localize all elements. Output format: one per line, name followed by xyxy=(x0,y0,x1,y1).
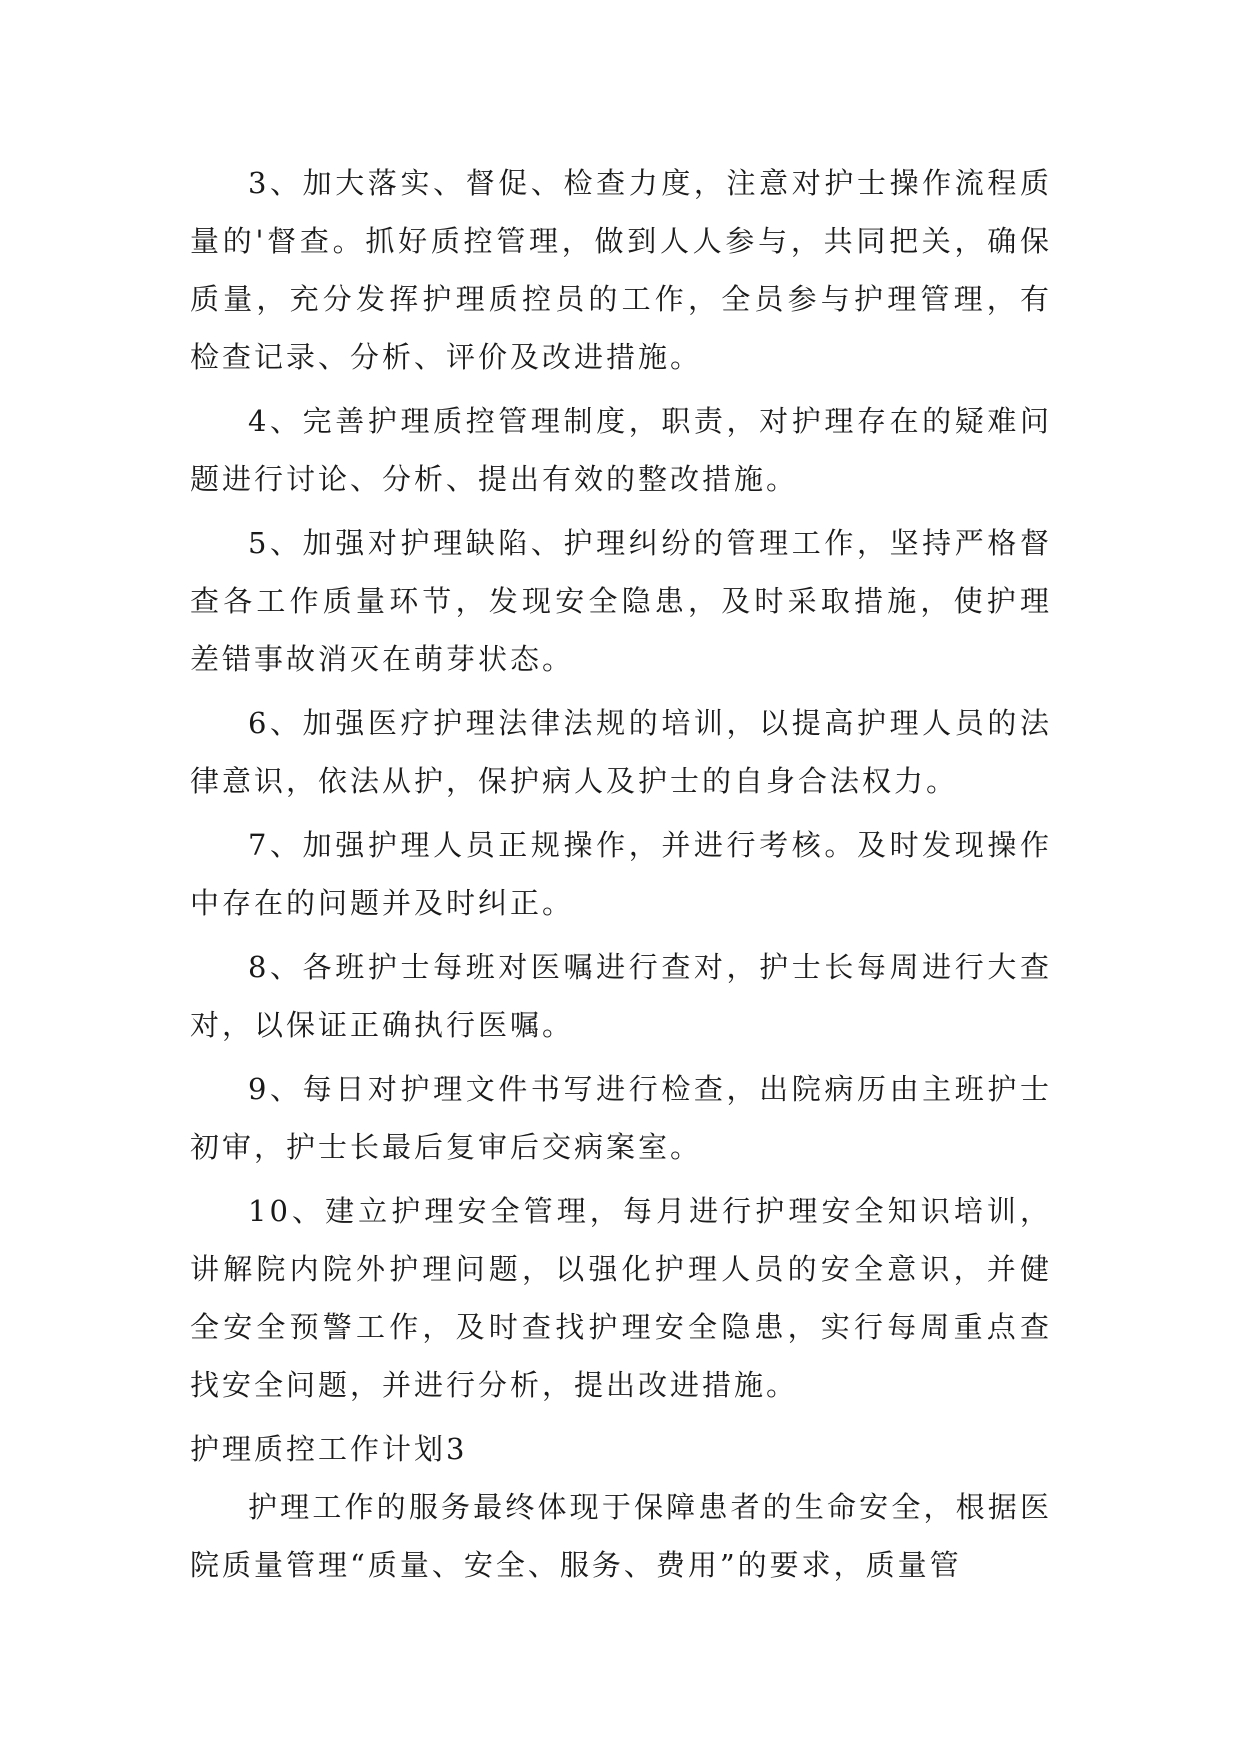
paragraph-item-10: 10、建立护理安全管理，每月进行护理安全知识培训，讲解院内院外护理问题，以强化护理人员的安全意识，并健全安全预警工作，及时查找护理安全隐患，实行每周重点查找安全问题，并进行分析，提出改进措施。 xyxy=(190,1194,1052,1402)
paragraph-item-7: 7、加强护理人员正规操作，并进行考核。及时发现操作中存在的问题并及时纠正。 xyxy=(190,828,1052,920)
paragraph-item-3: 3、加大落实、督促、检查力度，注意对护士操作流程质量的'督查。抓好质控管理，做到人人参与，共同把关，确保质量，充分发挥护理质控员的工作，全员参与护理管理，有检查记录、分析、评价及改进措施。 xyxy=(190,166,1052,374)
paragraph-item-9: 9、每日对护理文件书写进行检查，出院病历由主班护士初审，护士长最后复审后交病案室。 xyxy=(190,1072,1052,1164)
document-body xyxy=(190,154,1052,1600)
paragraph-intro: 护理工作的服务最终体现于保障患者的生命安全，根据医院质量管理“质量、安全、服务、费用”的要求，质量管 xyxy=(190,1490,1052,1582)
paragraph-item-4: 4、完善护理质控管理制度，职责，对护理存在的疑难问题进行讨论、分析、提出有效的整改措施。 xyxy=(190,404,1052,496)
paragraph-item-6: 6、加强医疗护理法律法规的培训，以提高护理人员的法律意识，依法从护，保护病人及护士的自身合法权力。 xyxy=(190,706,1052,798)
paragraph-item-8: 8、各班护士每班对医嘱进行查对，护士长每周进行大查对，以保证正确执行医嘱。 xyxy=(190,950,1052,1042)
section-heading: 护理质控工作计划3 xyxy=(190,1432,468,1466)
paragraph-item-5: 5、加强对护理缺陷、护理纠纷的管理工作，坚持严格督查各工作质量环节，发现安全隐患，及时采取措施，使护理差错事故消灭在萌芽状态。 xyxy=(190,526,1052,676)
